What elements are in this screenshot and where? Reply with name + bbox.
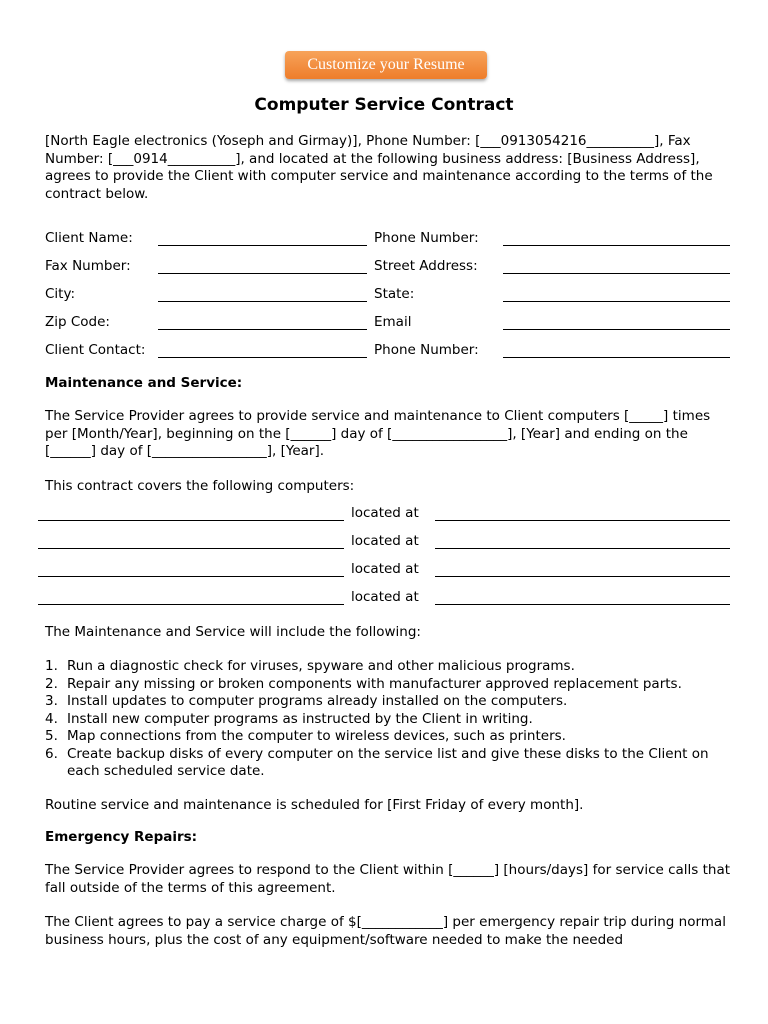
list-number: 1.	[45, 658, 58, 674]
state-field[interactable]	[503, 301, 730, 302]
street-address-field[interactable]	[503, 273, 730, 274]
state-label: State:	[374, 286, 415, 302]
list-number: 6.	[45, 745, 58, 762]
list-item	[45, 711, 735, 729]
located-at-label: located at	[351, 561, 419, 577]
zip-code-field[interactable]	[158, 329, 367, 330]
covers-paragraph: This contract covers the following computers:	[45, 478, 355, 494]
computer-location-field[interactable]	[435, 576, 730, 577]
list-item	[45, 676, 735, 694]
computer-location-field[interactable]	[435, 604, 730, 605]
emergency-heading: Emergency Repairs:	[45, 829, 198, 845]
list-text: Run a diagnostic check for viruses, spyware and other malicious programs.	[67, 658, 575, 674]
list-text: Install updates to computer programs already installed on the computers.	[67, 693, 568, 709]
client-name-field[interactable]	[158, 245, 367, 246]
include-paragraph: The Maintenance and Service will include the following:	[45, 624, 421, 640]
list-number: 2.	[45, 675, 58, 692]
computer-location-field[interactable]	[435, 548, 730, 549]
customize-resume-button[interactable]: Customize your Resume	[285, 51, 487, 79]
client-contact-field[interactable]	[158, 357, 367, 358]
emergency-respond-paragraph: The Service Provider agrees to respond to the Client within [______] [hours/days] for service calls that fall outside of the terms of this agreement.	[45, 862, 731, 896]
computer-name-field[interactable]	[38, 520, 344, 521]
computer-name-field[interactable]	[38, 576, 344, 577]
client-name-label: Client Name:	[45, 230, 133, 246]
routine-paragraph: Routine service and maintenance is scheduled for [First Friday of every month].	[45, 797, 584, 813]
list-item	[45, 728, 735, 746]
service-list	[45, 658, 735, 781]
emergency-charge-paragraph: The Client agrees to pay a service charge of $[____________] per emergency repair trip during normal business hours, plus the cost of any equipment/software needed to make the needed	[45, 914, 726, 948]
phone-number-field[interactable]	[503, 245, 730, 246]
list-number: 3.	[45, 693, 58, 709]
located-at-label: located at	[351, 589, 419, 605]
maintenance-heading: Maintenance and Service:	[45, 375, 243, 391]
list-item	[45, 658, 735, 676]
fax-number-field[interactable]	[158, 273, 367, 274]
client-contact-label: Client Contact:	[45, 342, 146, 358]
email-field[interactable]	[503, 329, 730, 330]
intro-paragraph: [North Eagle electronics (Yoseph and Girmay)], Phone Number: [___0913054216__________], Fax Number: [___0914__________], and located at the following business address: [Business Address], agrees to provide the Client with computer service and maintenance according to the terms of the contract below.	[45, 133, 713, 202]
contact-phone-label: Phone Number:	[374, 342, 479, 358]
computer-location-field[interactable]	[435, 520, 730, 521]
phone-number-label: Phone Number:	[374, 230, 479, 246]
computer-name-field[interactable]	[38, 604, 344, 605]
list-item	[45, 693, 735, 711]
city-label: City:	[45, 286, 76, 302]
city-field[interactable]	[158, 301, 367, 302]
street-address-label: Street Address:	[374, 258, 478, 274]
list-text: Create backup disks of every computer on the service list and give these disks to the Client on each scheduled service date.	[67, 745, 709, 779]
list-text: Install new computer programs as instructed by the Client in writing.	[67, 710, 533, 727]
zip-code-label: Zip Code:	[45, 314, 110, 330]
document-title: Computer Service Contract	[254, 95, 514, 115]
list-number: 4.	[45, 710, 58, 727]
contact-phone-field[interactable]	[503, 357, 730, 358]
list-number: 5.	[45, 728, 58, 744]
located-at-label: located at	[351, 505, 419, 521]
email-label: Email	[374, 314, 412, 330]
list-text: Map connections from the computer to wireless devices, such as printers.	[67, 728, 566, 744]
list-item	[45, 746, 735, 781]
computer-name-field[interactable]	[38, 548, 344, 549]
maintenance-paragraph: The Service Provider agrees to provide service and maintenance to Client computers [_____] times per [Month/Year], beginning on the [______] day of [_________________], [Year] and ending on the [______] day of [_________________], [Year].	[45, 408, 711, 459]
fax-number-label: Fax Number:	[45, 258, 131, 274]
list-text: Repair any missing or broken components with manufacturer approved replacement parts.	[67, 675, 682, 692]
located-at-label: located at	[351, 533, 419, 549]
